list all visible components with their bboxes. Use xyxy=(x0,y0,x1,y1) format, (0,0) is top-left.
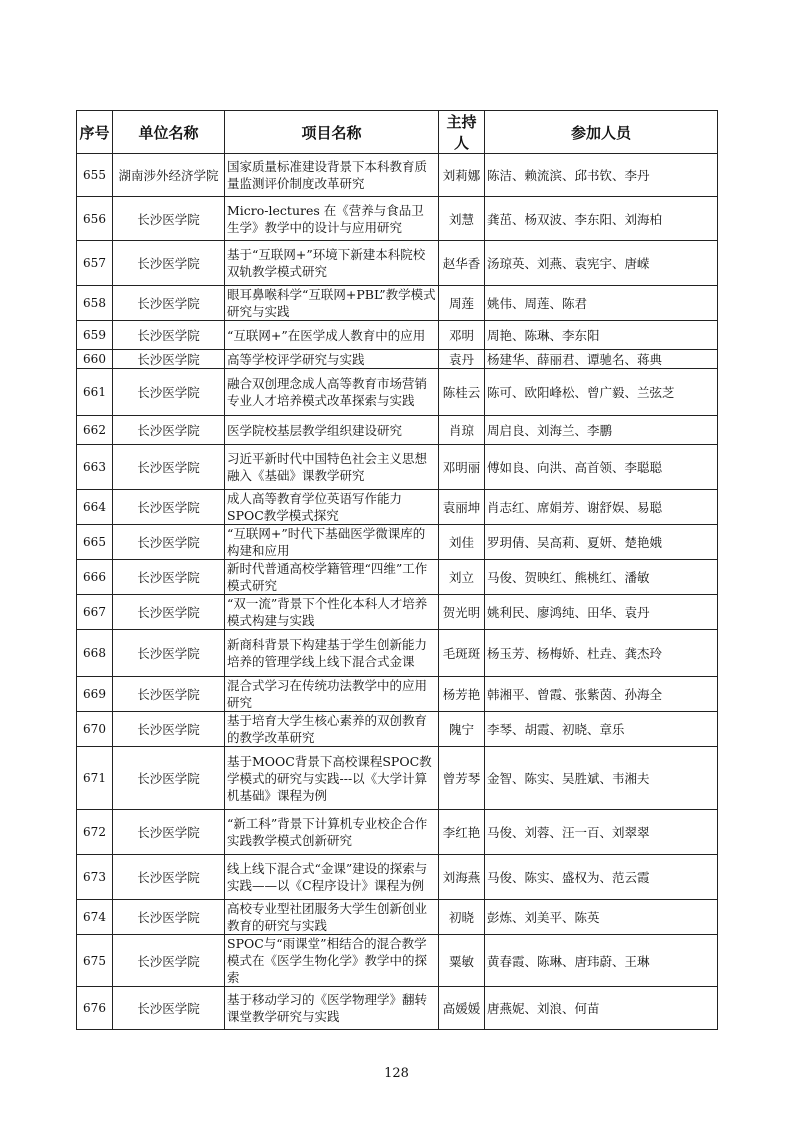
row-unit: 长沙医学院 xyxy=(113,525,225,560)
row-no: 666 xyxy=(77,560,113,595)
row-unit: 长沙医学院 xyxy=(113,900,225,935)
row-unit: 长沙医学院 xyxy=(113,987,225,1030)
table-row xyxy=(77,712,718,747)
header-members: 参加人员 xyxy=(485,111,718,154)
table-row xyxy=(77,416,718,445)
row-host: 李红艳 xyxy=(439,810,485,855)
row-project: 国家质量标准建设背景下本科教育质量监测评价制度改革研究 xyxy=(225,154,439,197)
table-row xyxy=(77,525,718,560)
row-host: 初晓 xyxy=(439,900,485,935)
row-project: 基于移动学习的《医学物理学》翻转课堂教学研究与实践 xyxy=(225,987,439,1030)
row-host: 刘莉娜 xyxy=(439,154,485,197)
row-host: 刘佳 xyxy=(439,525,485,560)
row-host: 曾芳琴 xyxy=(439,747,485,810)
table-row xyxy=(77,595,718,630)
row-no: 671 xyxy=(77,747,113,810)
row-no: 672 xyxy=(77,810,113,855)
row-members: 马俊、刘蓉、汪一百、刘翠翠 xyxy=(485,810,718,855)
row-unit: 长沙医学院 xyxy=(113,712,225,747)
row-host: 毛斑斑 xyxy=(439,630,485,677)
row-project: 高校专业型社团服务大学生创新创业教育的研究与实践 xyxy=(225,900,439,935)
row-project: 基于MOOC背景下高校课程SPOC教学模式的研究与实践---以《大学计算机基础》课程为例 xyxy=(225,747,439,810)
row-members: 傅如良、向洪、高首领、李聪聪 xyxy=(485,445,718,490)
table-row xyxy=(77,810,718,855)
table-row xyxy=(77,935,718,987)
row-unit: 长沙医学院 xyxy=(113,445,225,490)
row-no: 665 xyxy=(77,525,113,560)
row-unit: 长沙医学院 xyxy=(113,810,225,855)
row-unit: 长沙医学院 xyxy=(113,677,225,712)
row-host: 刘慧 xyxy=(439,197,485,241)
row-project: 融合双创理念成人高等教育市场营销专业人才培养模式改革探索与实践 xyxy=(225,369,439,416)
table-row xyxy=(77,241,718,286)
row-project: 高等学校评学研究与实践 xyxy=(225,350,439,369)
row-host: 刘立 xyxy=(439,560,485,595)
row-host: 粟敏 xyxy=(439,935,485,987)
project-table xyxy=(76,110,718,1030)
row-unit: 长沙医学院 xyxy=(113,350,225,369)
table-row xyxy=(77,197,718,241)
table-row xyxy=(77,286,718,321)
row-no: 657 xyxy=(77,241,113,286)
row-members: 陈洁、赖流滨、邱书钦、李丹 xyxy=(485,154,718,197)
row-unit: 长沙医学院 xyxy=(113,935,225,987)
row-project: 线上线下混合式“金课”建设的探索与实践——以《C程序设计》课程为例 xyxy=(225,855,439,900)
header-project: 项目名称 xyxy=(225,111,439,154)
row-unit: 长沙医学院 xyxy=(113,747,225,810)
row-members: 周启良、刘海兰、李鹏 xyxy=(485,416,718,445)
row-unit: 湖南涉外经济学院 xyxy=(113,154,225,197)
row-unit: 长沙医学院 xyxy=(113,595,225,630)
row-unit: 长沙医学院 xyxy=(113,369,225,416)
row-unit: 长沙医学院 xyxy=(113,560,225,595)
row-members: 韩湘平、曾霞、张紫茵、孙海全 xyxy=(485,677,718,712)
header-no: 序号 xyxy=(77,111,113,154)
row-project: Micro-lectures 在《营养与食品卫生学》教学中的设计与应用研究 xyxy=(225,197,439,241)
row-host: 杨芳艳 xyxy=(439,677,485,712)
row-project: 基于培育大学生核心素养的双创教育的教学改革研究 xyxy=(225,712,439,747)
row-project: “新工科”背景下计算机专业校企合作实践教学模式创新研究 xyxy=(225,810,439,855)
row-project: 混合式学习在传统功法教学中的应用研究 xyxy=(225,677,439,712)
table-row xyxy=(77,987,718,1030)
row-project: “双一流”背景下个性化本科人才培养模式构建与实践 xyxy=(225,595,439,630)
table-row xyxy=(77,350,718,369)
row-members: 汤琼英、刘燕、袁宪宇、唐嵘 xyxy=(485,241,718,286)
table-row xyxy=(77,321,718,350)
row-members: 陈可、欧阳峰松、曾广毅、兰弦芝 xyxy=(485,369,718,416)
row-host: 袁丹 xyxy=(439,350,485,369)
row-no: 668 xyxy=(77,630,113,677)
row-members: 姚利民、廖鸿纯、田华、袁丹 xyxy=(485,595,718,630)
row-no: 656 xyxy=(77,197,113,241)
row-host: 肖琼 xyxy=(439,416,485,445)
table-header-row xyxy=(77,111,718,154)
table-row xyxy=(77,154,718,197)
row-members: 金智、陈实、吴胜斌、韦湘夫 xyxy=(485,747,718,810)
row-members: 李琴、胡霞、初晓、章乐 xyxy=(485,712,718,747)
row-members: 马俊、贺映红、熊桃红、潘敏 xyxy=(485,560,718,595)
row-project: 成人高等教育学位英语写作能力SPOC教学模式探究 xyxy=(225,490,439,525)
row-unit: 长沙医学院 xyxy=(113,490,225,525)
row-unit: 长沙医学院 xyxy=(113,855,225,900)
row-unit: 长沙医学院 xyxy=(113,286,225,321)
row-host: 刘海燕 xyxy=(439,855,485,900)
header-unit: 单位名称 xyxy=(113,111,225,154)
table-row xyxy=(77,855,718,900)
row-no: 676 xyxy=(77,987,113,1030)
row-host: 隗宁 xyxy=(439,712,485,747)
table-row xyxy=(77,630,718,677)
row-no: 664 xyxy=(77,490,113,525)
row-project: “互联网+”在医学成人教育中的应用 xyxy=(225,321,439,350)
table-row xyxy=(77,747,718,810)
row-no: 663 xyxy=(77,445,113,490)
row-project: 眼耳鼻喉科学“互联网+PBL”教学模式研究与实践 xyxy=(225,286,439,321)
row-no: 673 xyxy=(77,855,113,900)
header-host: 主持人 xyxy=(439,111,485,154)
row-no: 661 xyxy=(77,369,113,416)
row-members: 黄春霞、陈琳、唐玮蔚、王琳 xyxy=(485,935,718,987)
row-no: 674 xyxy=(77,900,113,935)
row-members: 马俊、陈实、盛权为、范云霞 xyxy=(485,855,718,900)
row-members: 罗玥倩、吴高莉、夏妍、楚艳娥 xyxy=(485,525,718,560)
row-host: 高媛媛 xyxy=(439,987,485,1030)
row-no: 662 xyxy=(77,416,113,445)
row-host: 袁丽坤 xyxy=(439,490,485,525)
row-unit: 长沙医学院 xyxy=(113,197,225,241)
row-no: 667 xyxy=(77,595,113,630)
table-row xyxy=(77,560,718,595)
row-members: 姚伟、周莲、陈君 xyxy=(485,286,718,321)
row-no: 659 xyxy=(77,321,113,350)
row-members: 杨玉芳、杨梅娇、杜垚、龚杰玲 xyxy=(485,630,718,677)
row-members: 肖志红、席娟芳、谢舒娱、易聪 xyxy=(485,490,718,525)
row-host: 邓明 xyxy=(439,321,485,350)
row-project: 新时代普通高校学籍管理“四维”工作模式研究 xyxy=(225,560,439,595)
table-row xyxy=(77,445,718,490)
row-no: 655 xyxy=(77,154,113,197)
row-no: 670 xyxy=(77,712,113,747)
row-no: 669 xyxy=(77,677,113,712)
row-unit: 长沙医学院 xyxy=(113,630,225,677)
table-row xyxy=(77,900,718,935)
row-no: 658 xyxy=(77,286,113,321)
row-unit: 长沙医学院 xyxy=(113,241,225,286)
table-row xyxy=(77,369,718,416)
row-host: 贺光明 xyxy=(439,595,485,630)
row-project: 基于“互联网+”环境下新建本科院校双轨教学模式研究 xyxy=(225,241,439,286)
row-no: 660 xyxy=(77,350,113,369)
table-row xyxy=(77,490,718,525)
row-project: 习近平新时代中国特色社会主义思想融入《基础》课教学研究 xyxy=(225,445,439,490)
row-host: 周莲 xyxy=(439,286,485,321)
row-project: 医学院校基层教学组织建设研究 xyxy=(225,416,439,445)
row-host: 邓明丽 xyxy=(439,445,485,490)
row-members: 龚茁、杨双波、李东阳、刘海柏 xyxy=(485,197,718,241)
row-project: 新商科背景下构建基于学生创新能力培养的管理学线上线下混合式金课 xyxy=(225,630,439,677)
row-unit: 长沙医学院 xyxy=(113,416,225,445)
row-unit: 长沙医学院 xyxy=(113,321,225,350)
row-project: SPOC与“雨课堂”相结合的混合教学模式在《医学生物化学》教学中的探索 xyxy=(225,935,439,987)
row-members: 彭炼、刘美平、陈英 xyxy=(485,900,718,935)
row-host: 赵华香 xyxy=(439,241,485,286)
row-members: 杨建华、薛丽君、谭驰名、蒋典 xyxy=(485,350,718,369)
row-members: 周艳、陈琳、李东阳 xyxy=(485,321,718,350)
row-members: 唐燕妮、刘浪、何苗 xyxy=(485,987,718,1030)
row-host: 陈桂云 xyxy=(439,369,485,416)
row-project: “互联网+”时代下基础医学微课库的构建和应用 xyxy=(225,525,439,560)
table-row xyxy=(77,677,718,712)
row-no: 675 xyxy=(77,935,113,987)
page-number: 128 xyxy=(384,1066,409,1081)
